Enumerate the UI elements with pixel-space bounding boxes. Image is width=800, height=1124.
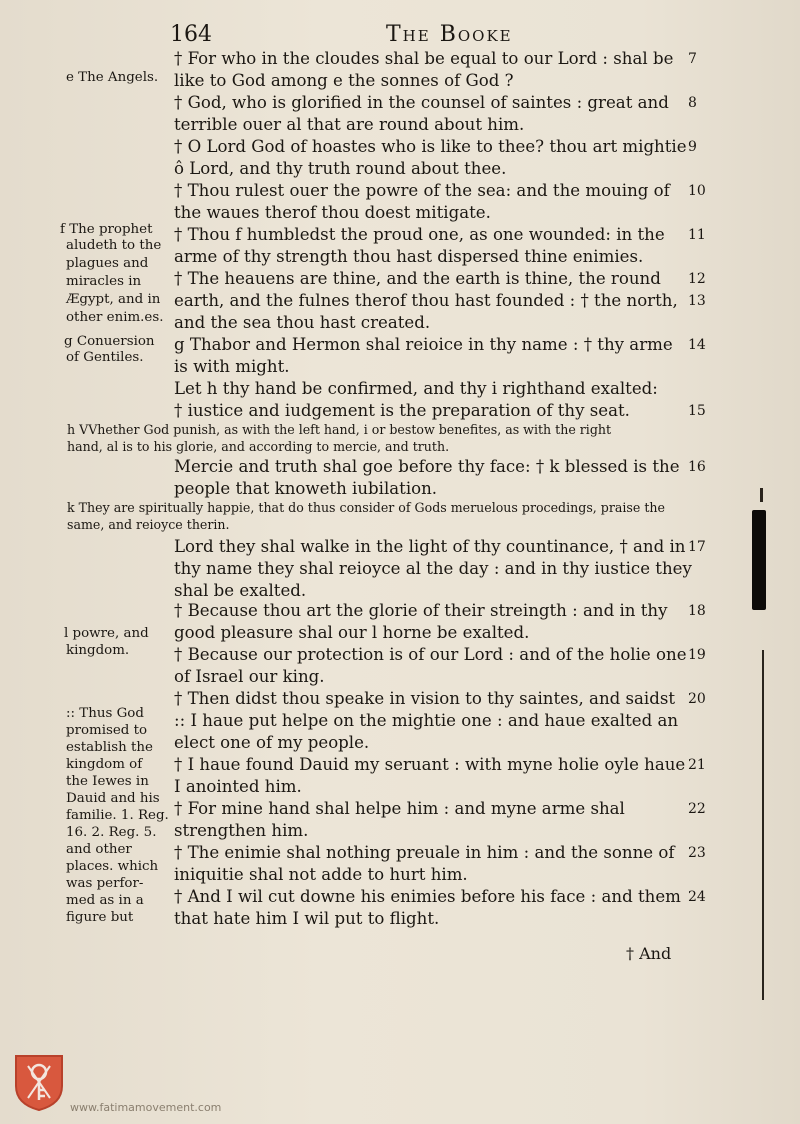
verse-number: 8 [688,95,697,111]
text-line: good pleasure shal our l horne be exalted. [174,623,530,642]
text-line: of Israel our king. [174,667,325,686]
text-line: thy name they shal reioyce al the day : and in thy iustice they [174,559,692,578]
verse-number: 12 [688,271,706,287]
text-line: earth, and the fulnes therof thou hast founded : † the north, [174,291,678,310]
running-title: The Booke [386,22,513,47]
text-line: Let h thy hand be confirmed, and thy i righthand exalted: [174,379,658,398]
verse-number: 14 [688,337,706,353]
text-line: † And I wil cut downe his enimies before his face : and them [174,887,681,906]
margin-note: promised to [66,723,148,738]
margin-note: g Conuersion [64,334,155,349]
margin-note: and other [66,842,132,857]
footnote-line: hand, al is to his glorie, and according to mercie, and truth. [67,439,450,454]
text-line: arme of thy strength thou hast dispersed thine enimies. [174,247,644,266]
text-line: † The heauens are thine, and the earth is thine, the round [174,269,661,288]
website-link[interactable]: www.fatimamovement.com [70,1101,222,1114]
catchword: † And [626,944,672,963]
margin-note: 16. 2. Reg. 5. [66,825,157,840]
margin-note: kingdom of [66,757,143,772]
verse-number: 23 [688,845,706,861]
text-line: † Then didst thou speake in vision to thy saintes, and saidst [174,689,676,708]
text-line: the waues therof thou doest mitigate. [174,203,491,222]
text-line: Mercie and truth shal goe before thy face: † k blessed is the [174,457,680,476]
verse-number: 18 [688,603,706,619]
text-line: g Thabor and Hermon shal reioice in thy name : † thy arme [174,335,673,354]
verse-number: 10 [688,183,706,199]
text-line: people that knoweth iubilation. [174,479,438,498]
margin-note: establish the [66,740,153,755]
margin-note: places. which [66,859,159,874]
footnote-line: h VVhether God punish, as with the left hand, i or bestow benefites, as with the right [67,422,612,437]
margin-note: aludeth to the [66,238,162,253]
text-line: † Thou f humbledst the proud one, as one wounded: in the [174,225,665,244]
text-line: † iustice and iudgement is the preparation of thy seat. [174,401,630,420]
text-line: shal be exalted. [174,581,307,600]
verse-number: 9 [688,139,697,155]
verse-number: 13 [688,293,706,309]
text-line: is with might. [174,357,290,376]
margin-note: of Gentiles. [66,350,144,365]
margin-note: e The Angels. [66,70,159,85]
verse-number: 17 [688,539,706,555]
verse-number: 16 [688,459,706,475]
page-edge-shadow [752,510,766,610]
text-line: ô Lord, and thy truth round about thee. [174,159,507,178]
text-line: † The enimie shal nothing preuale in him : and the sonne of [174,843,675,862]
verse-number: 7 [688,51,697,67]
text-line: elect one of my people. [174,733,370,752]
verse-number: 20 [688,691,706,707]
verse-number: 21 [688,757,706,773]
verse-number: 22 [688,801,706,817]
margin-note: figure but [66,910,134,925]
margin-note: miracles in [66,274,142,289]
text-line: strengthen him. [174,821,309,840]
verse-number: 19 [688,647,706,663]
margin-note: :: Thus God [66,706,144,721]
verse-number: 15 [688,403,706,419]
text-line: † God, who is glorified in the counsel of saintes : great and [174,93,669,112]
margin-note: l powre, and [64,626,149,641]
text-line: and the sea thou hast created. [174,313,431,332]
text-line: † For who in the cloudes shal be equal to our Lord : shal be [174,49,674,68]
margin-note: med as in a [66,893,144,908]
margin-note: other enim.es. [66,310,164,325]
footnote-line: k They are spiritually happie, that do thus consider of Gods meruelous procedings, praise the [67,500,665,515]
text-line: † For mine hand shal helpe him : and myne arme shal [174,799,625,818]
margin-note: Dauid and his [66,791,160,806]
margin-note: f The prophet [60,222,153,237]
text-line: † O Lord God of hoastes who is like to thee? thou art mightie [174,137,687,156]
text-line: † Thou rulest ouer the powre of the sea: and the mouing of [174,181,670,200]
text-line: I anointed him. [174,777,302,796]
text-line: iniquitie shal not adde to hurt him. [174,865,468,884]
margin-note: plagues and [66,256,149,271]
margin-note: Ægypt, and in [66,292,161,307]
text-line: † Because thou art the glorie of their streingth : and in thy [174,601,668,620]
papal-keys-seal-icon [12,1052,66,1112]
page-edge-mark [760,488,763,502]
text-line: † Because our protection is of our Lord : and of the holie one [174,645,687,664]
verse-number: 11 [688,227,706,243]
text-line: terrible ouer al that are round about him. [174,115,525,134]
text-line: :: I haue put helpe on the mightie one : and haue exalted an [174,711,679,730]
text-line: like to God among e the sonnes of God ? [174,71,514,90]
text-line: Lord they shal walke in the light of thy countinance, † and in [174,537,686,556]
margin-note: was perfor- [66,876,144,891]
page-edge-line [762,650,764,1000]
margin-note: kingdom. [66,643,130,658]
margin-note: familie. 1. Reg. [66,808,169,823]
text-line: that hate him I wil put to flight. [174,909,440,928]
text-line: † I haue found Dauid my seruant : with myne holie oyle haue [174,755,686,774]
footnote-line: same, and reioyce therin. [67,517,230,532]
page-number: 164 [170,22,212,47]
verse-number: 24 [688,889,706,905]
margin-note: the Iewes in [66,774,149,789]
